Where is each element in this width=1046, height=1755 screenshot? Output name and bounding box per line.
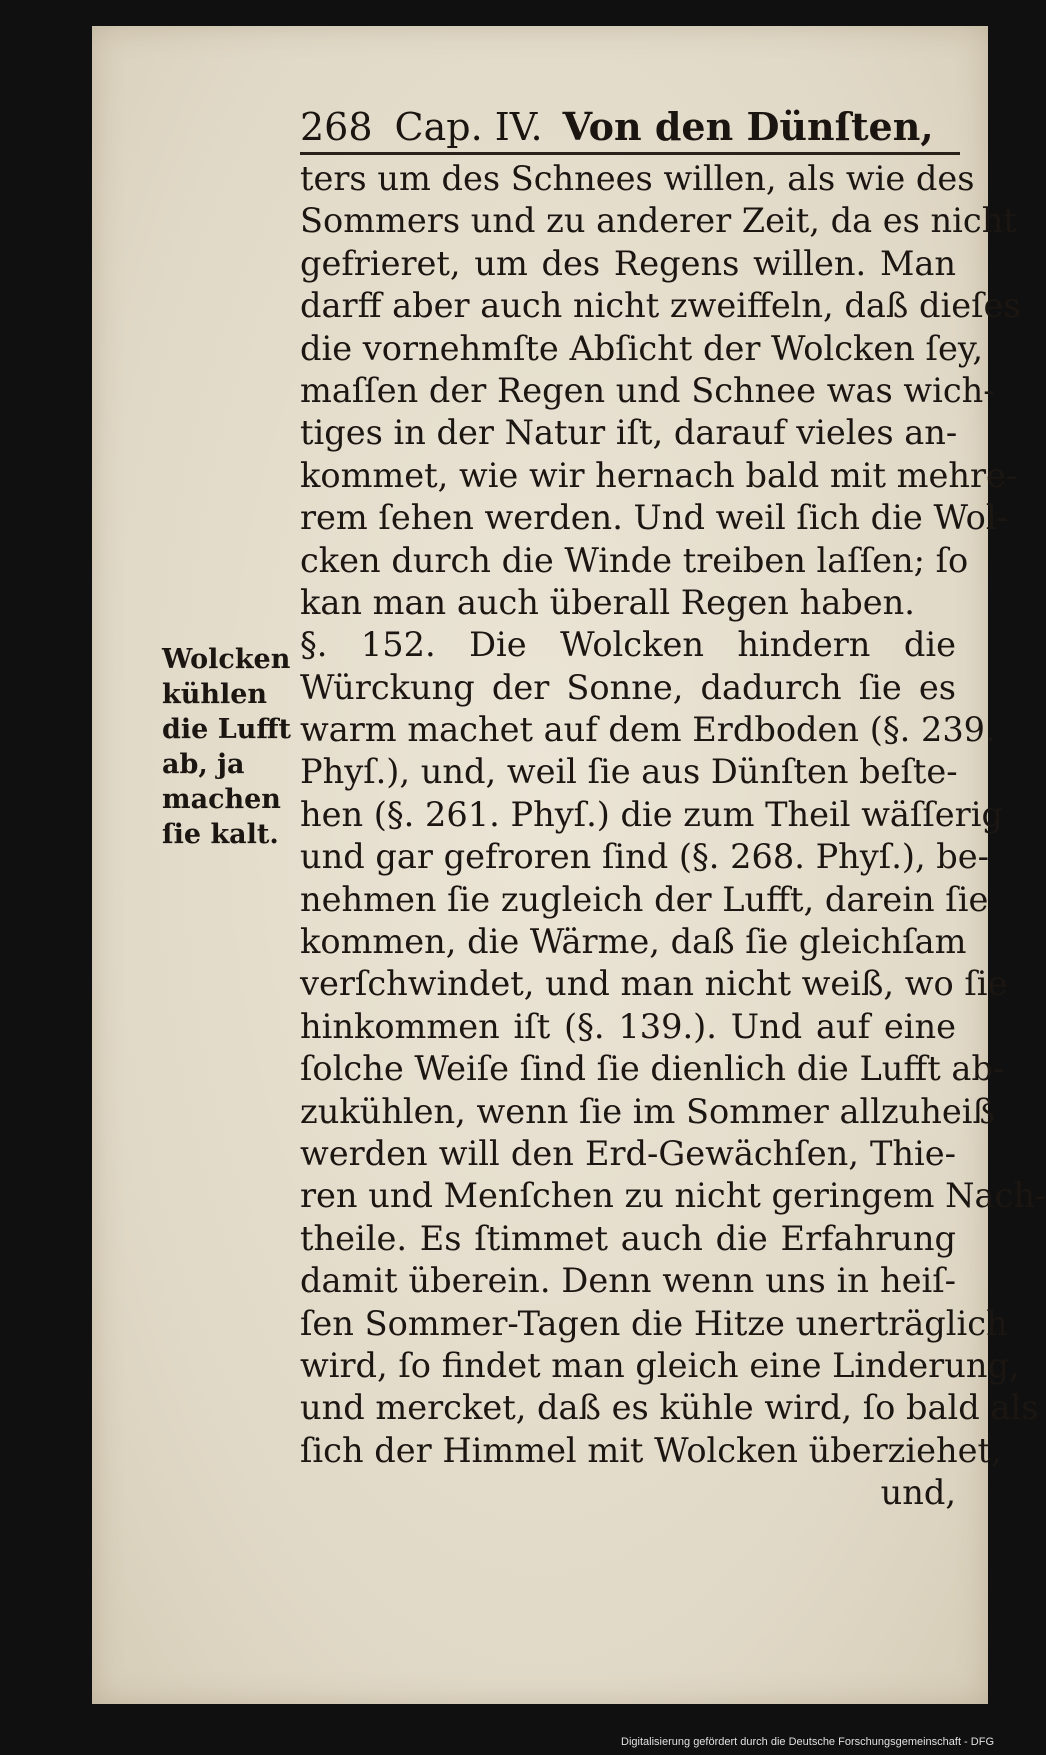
text-line: damit überein. Denn wenn uns in heiſ- xyxy=(300,1261,956,1301)
text-line: maſſen der Regen und Schnee was wich- xyxy=(300,370,995,410)
catchword: und, xyxy=(880,1473,956,1513)
text-line: und gar gefroren ſind (§. 268. Phyſ.), be- xyxy=(300,837,990,877)
text-line: Sommers und zu anderer Zeit, da es nicht xyxy=(300,201,1017,241)
text-line: zukühlen, wenn ſie im Sommer allzuheiß xyxy=(300,1091,995,1131)
text-line: tiges in der Natur iſt, darauf vieles an- xyxy=(300,413,958,453)
margin-note xyxy=(162,642,292,852)
text-line: ſich der Himmel mit Wolcken überziehet, xyxy=(300,1430,1002,1470)
text-line: werden will den Erd-Gewächſen, Thie- xyxy=(300,1133,956,1173)
text-line: warm machet auf dem Erdboden (§. 239. xyxy=(300,710,996,750)
body-text xyxy=(300,158,1046,1515)
text-line: rem ſehen werden. Und weil ſich die Wol- xyxy=(300,498,1008,538)
header-rule xyxy=(300,152,960,155)
text-line: wird, ſo findet man gleich eine Linderung, xyxy=(300,1345,1020,1385)
text-line: Würckung der Sonne, dadurch ſie es xyxy=(300,667,956,707)
text-line: nehmen ſie zugleich der Lufft, darein ſie xyxy=(300,879,989,919)
margin-note-line: ſie kalt. xyxy=(162,819,279,850)
margin-note-line: die Lufft xyxy=(162,714,291,745)
margin-note-line: machen xyxy=(162,784,281,815)
text-line: darff aber auch nicht zweiffeln, daß dieſes xyxy=(300,286,1021,326)
text-line: kommet, wie wir hernach bald mit mehre- xyxy=(300,455,1018,495)
text-line: hen (§. 261. Phyſ.) die zum Theil wäſſerig xyxy=(300,794,1003,834)
running-title: Von den Dünſten, xyxy=(562,104,934,149)
text-line: theile. Es ſtimmet auch die Erfahrung xyxy=(300,1218,956,1258)
page-number: 268 xyxy=(300,105,373,149)
text-line: gefrieret, um des Regens willen. Man xyxy=(300,243,956,283)
text-line: ters um des Schnees willen, als wie des xyxy=(300,159,975,198)
chapter-label: Cap. IV. xyxy=(394,105,543,149)
margin-note-line: kühlen xyxy=(162,679,268,710)
running-header xyxy=(300,104,960,148)
digitization-credit: Digitalisierung gefördert durch die Deutsche Forschungsgemeinschaft - DFG xyxy=(621,1736,994,1748)
text-line: kommen, die Wärme, daß ſie gleichſam xyxy=(300,922,967,962)
margin-note-line: ab, ja xyxy=(162,749,245,780)
text-line: ren und Menſchen zu nicht geringem Nach- xyxy=(300,1176,1046,1216)
text-line: ſen Sommer-Tagen die Hitze unerträglich xyxy=(300,1303,1008,1343)
text-line: verſchwindet, und man nicht weiß, wo ſie xyxy=(300,964,1008,1004)
text-line: hinkommen iſt (§. 139.). Und auf eine xyxy=(300,1006,956,1046)
margin-note-line: Wolcken xyxy=(162,644,291,675)
text-line: §. 152. Die Wolcken hindern die xyxy=(300,625,956,665)
text-line: die vornehmſte Abſicht der Wolcken ſey, xyxy=(300,328,984,368)
text-line: cken durch die Winde treiben laſſen; ſo xyxy=(300,540,969,580)
text-line: Phyſ.), und, weil ſie aus Dünſten beſte- xyxy=(300,752,958,792)
text-line: kan man auch überall Regen haben. xyxy=(300,582,915,622)
text-line: und mercket, daß es kühle wird, ſo bald als xyxy=(300,1388,1039,1428)
text-line: ſolche Weiſe ſind ſie dienlich die Lufft ab- xyxy=(300,1049,1005,1089)
